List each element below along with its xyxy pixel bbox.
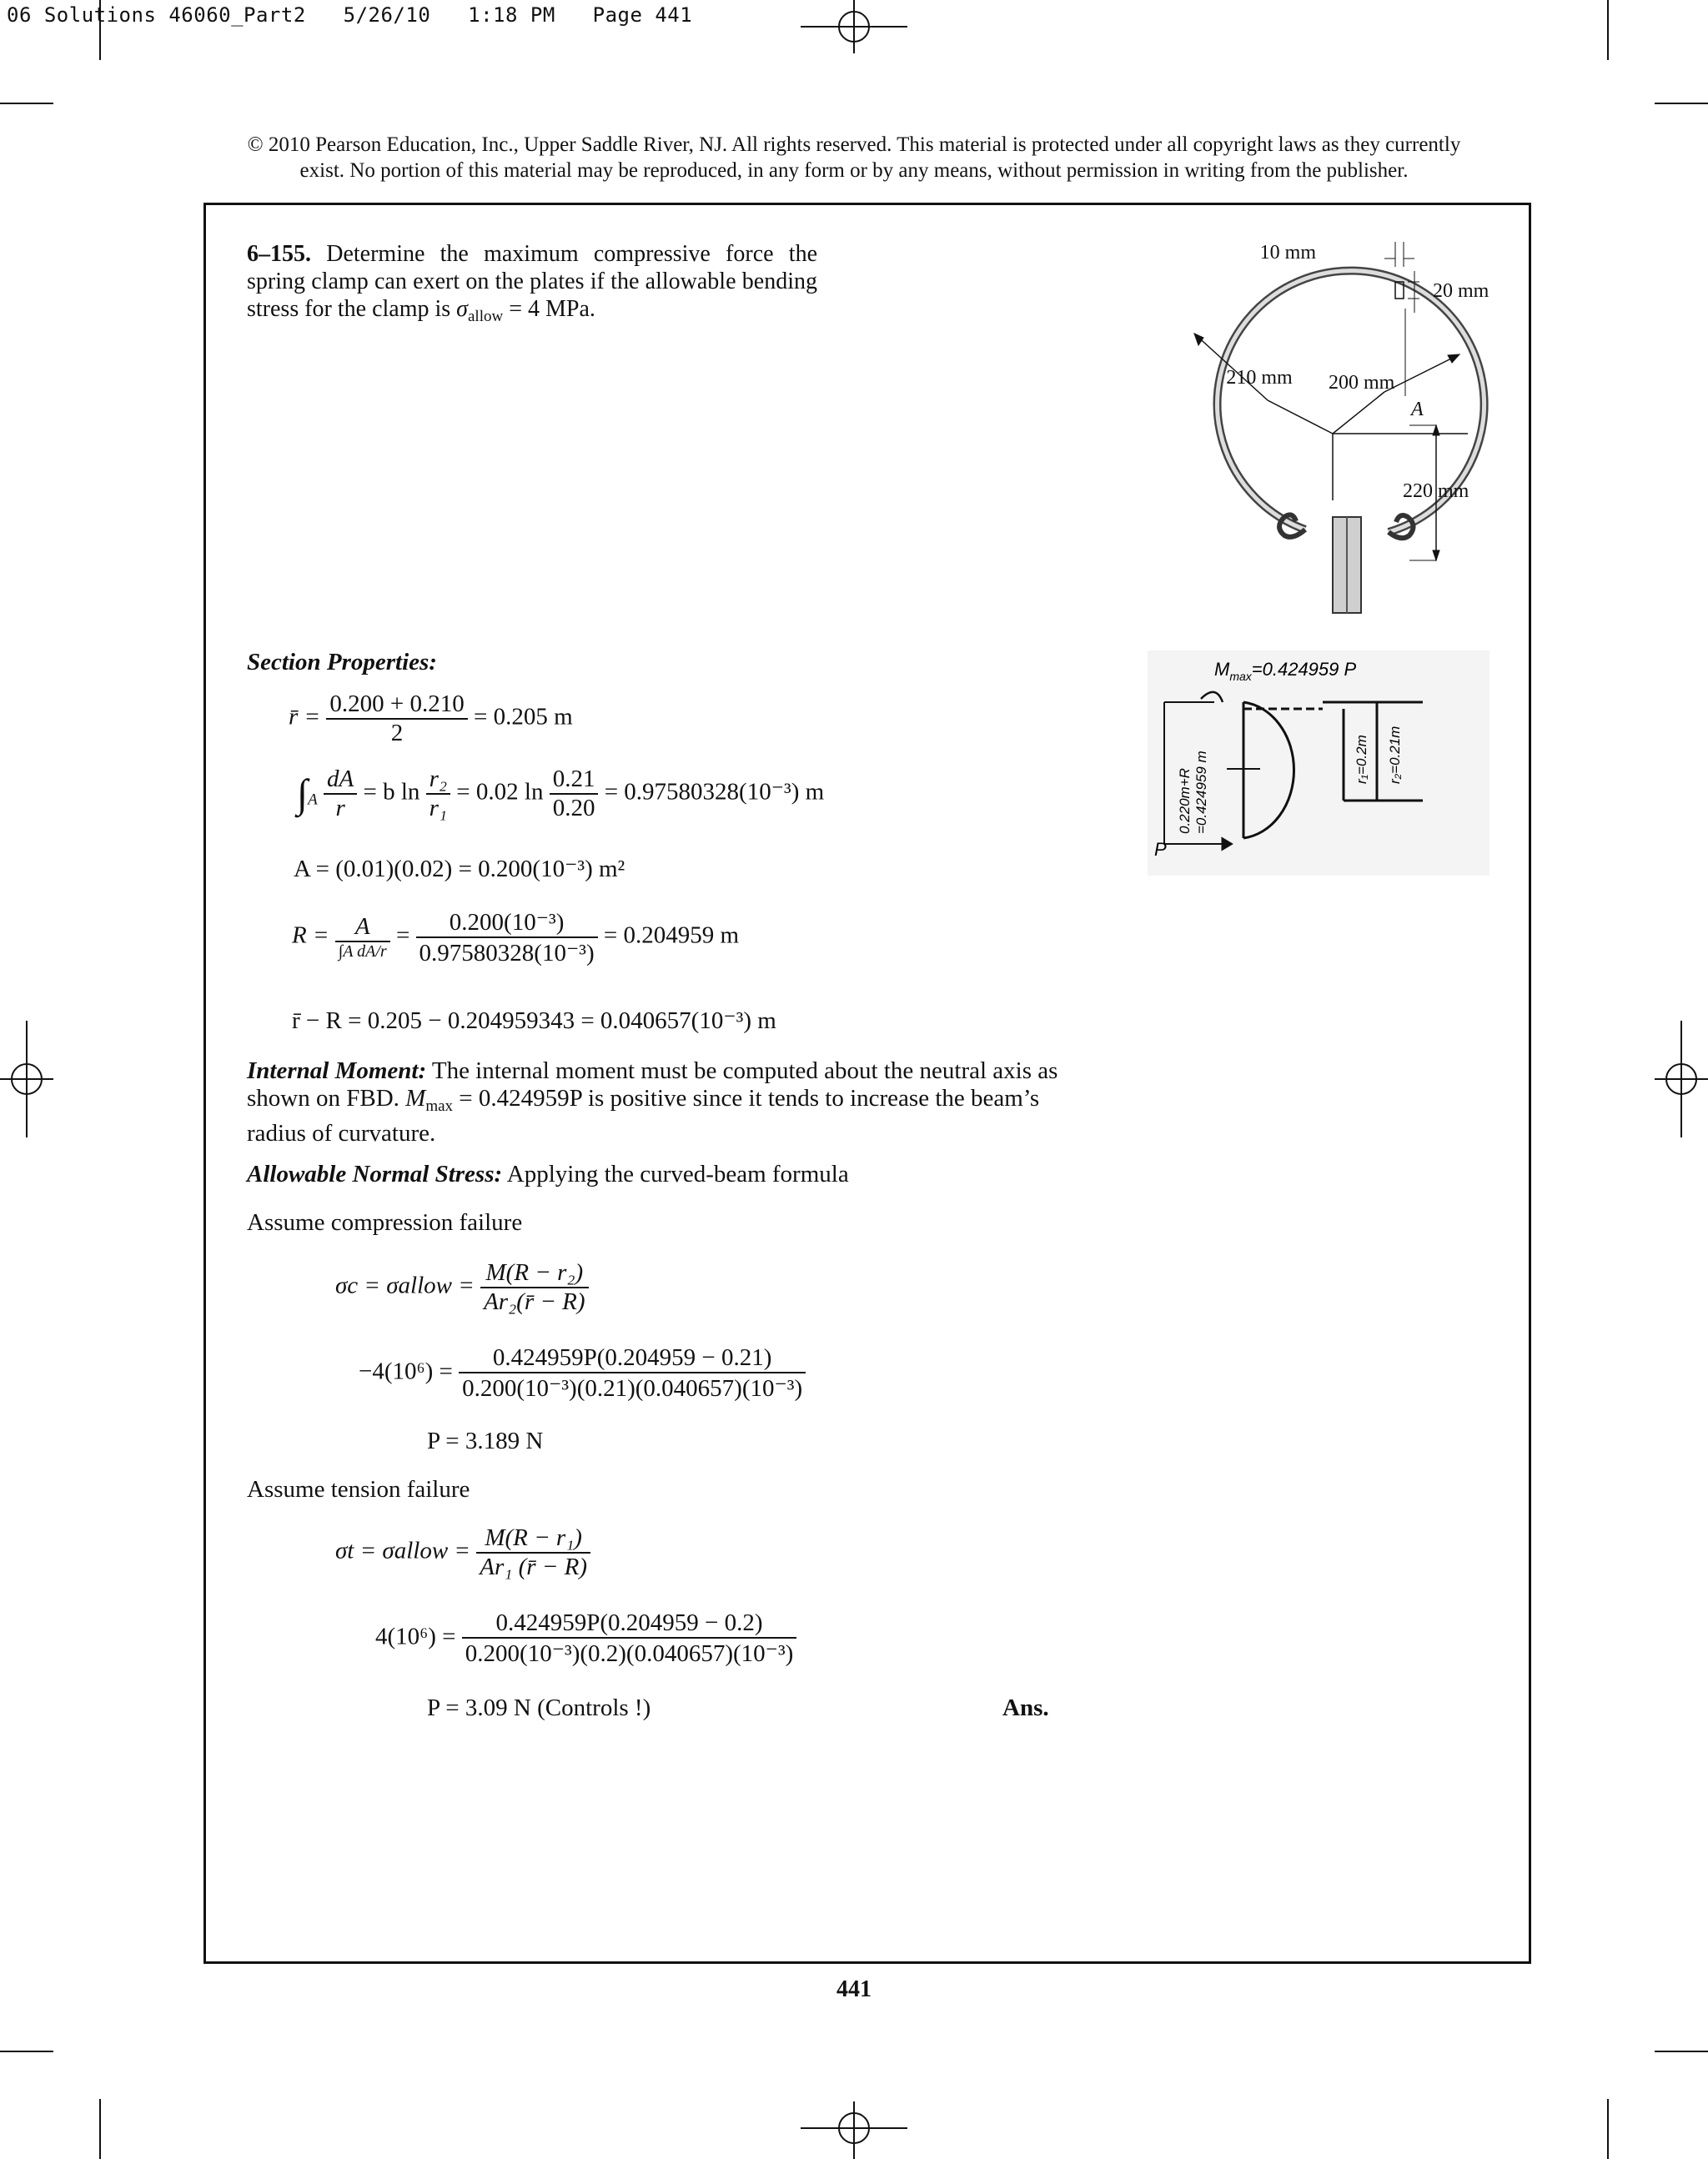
tension-result: P = 3.09 N (Controls !)	[427, 1695, 651, 1721]
problem-text: Determine the maximum compressive force the spring clamp can exert on the plates if the allowable bending stress for the clamp is	[247, 241, 817, 322]
allow-subscript: allow	[467, 308, 504, 325]
copyright-line-2: exist. No portion of this material may be reproduced, in any form or by any means, without permission in writing from the publisher.	[299, 159, 1409, 182]
assume-tension: Assume tension failure	[247, 1476, 470, 1503]
registration-mark-top	[801, 0, 907, 53]
rbar-equation: r̄ = $\frac{0.200 + 0.210}{2}$ = 0.205 m	[289, 690, 573, 746]
area-equation: A = (0.01)(0.02) = 0.200(10⁻³) m²	[294, 856, 625, 882]
copyright-line-1: © 2010 Pearson Education, Inc., Upper Saddle River, NJ. All rights reserved. This material is protected under all copyright laws as they currently	[247, 133, 1461, 156]
section-heading: Section Properties:	[247, 649, 437, 675]
free-body-diagram	[1148, 650, 1489, 876]
problem-statement	[247, 240, 817, 330]
spring-clamp-figure	[1118, 233, 1518, 625]
internal-moment-paragraph: Internal Moment: The internal moment must be computed about the neutral axis as shown on FBD. $M_{max} = 0.424959P$ is positive since it tends to increase the beam’s radius of curvature.	[247, 1057, 1058, 1147]
dim-200mm: 200 mm	[1329, 372, 1395, 394]
copyright-notice	[0, 132, 1708, 183]
fbd-r1-label: r₁=0.2m	[1354, 735, 1369, 784]
dim-20mm: 20 mm	[1433, 280, 1489, 302]
problem-value: = 4 MPa.	[503, 296, 595, 322]
assume-compression: Assume compression failure	[247, 1209, 523, 1236]
page-number: 441	[836, 1976, 872, 2002]
integral-equation: $\int_A$ $\frac{dA}{r}$ = b ln $\frac{\text{r₂}}{\text{r₁}}$ = 0.02 ln $\frac{0.21}{0.20}$ = 0.97580328(10⁻³) m	[297, 766, 825, 821]
rbar-minus-R-equation: r̄ − R = 0.205 − 0.204959343 = 0.040657(10⁻³) m	[292, 1007, 776, 1034]
dim-10mm: 10 mm	[1259, 242, 1316, 264]
fbd-mmax-label: $M_{max}=0.424959$ P	[1214, 659, 1357, 683]
tension-formula: σt = σallow = $\frac{\text{M(R − r₁)}}{\text{Ar₁ (r̄ − R)}}$	[335, 1524, 590, 1581]
label-A: A	[1411, 399, 1424, 420]
registration-mark-bottom	[801, 2101, 907, 2159]
tension-substitution: 4(10⁶) = $\frac{0.424959P(0.204959 - 0.2)}{\text{0.200(10⁻³)(0.2)(0.040657)(10⁻³)}}$	[375, 1609, 796, 1668]
compression-formula: σc = σallow = $\frac{\text{M(R − r₂)}}{\text{Ar₂(r̄ − R)}}$	[335, 1259, 589, 1316]
fbd-arm-label-1: 0.220m+R	[1177, 768, 1193, 834]
fbd-arm-label-2: =0.424959 m	[1193, 751, 1209, 834]
registration-mark-right	[1655, 1021, 1708, 1137]
dim-220mm: 220 mm	[1403, 480, 1469, 502]
fbd-r2-label: r₂=0.21m	[1387, 726, 1403, 784]
dim-210mm: 210 mm	[1226, 367, 1293, 389]
allowable-stress-paragraph: Allowable Normal Stress: Applying the curved-beam formula	[247, 1161, 849, 1187]
answer-label: Ans.	[1002, 1695, 1049, 1721]
sigma-symbol: σ	[456, 296, 468, 322]
compression-result: P = 3.189 N	[427, 1428, 544, 1454]
fbd-p-label: P	[1154, 839, 1167, 860]
R-equation: R = $\frac{A}{\text{∫A dA/r}}$ = $\frac{\text{0.200(10⁻³)}}{\text{0.97580328(10⁻³)}}$ = 0.204959 m	[292, 909, 740, 967]
compression-substitution: −4(10⁶) = $\frac{0.424959P(0.204959 - 0.21)}{\text{0.200(10⁻³)(0.21)(0.040657)(10⁻³)}}$	[359, 1344, 806, 1403]
problem-number: 6–155.	[247, 241, 311, 267]
registration-mark-left	[0, 1021, 53, 1137]
print-slug: 06 Solutions 46060_Part2 5/26/10 1:18 PM Page 441	[7, 3, 693, 27]
